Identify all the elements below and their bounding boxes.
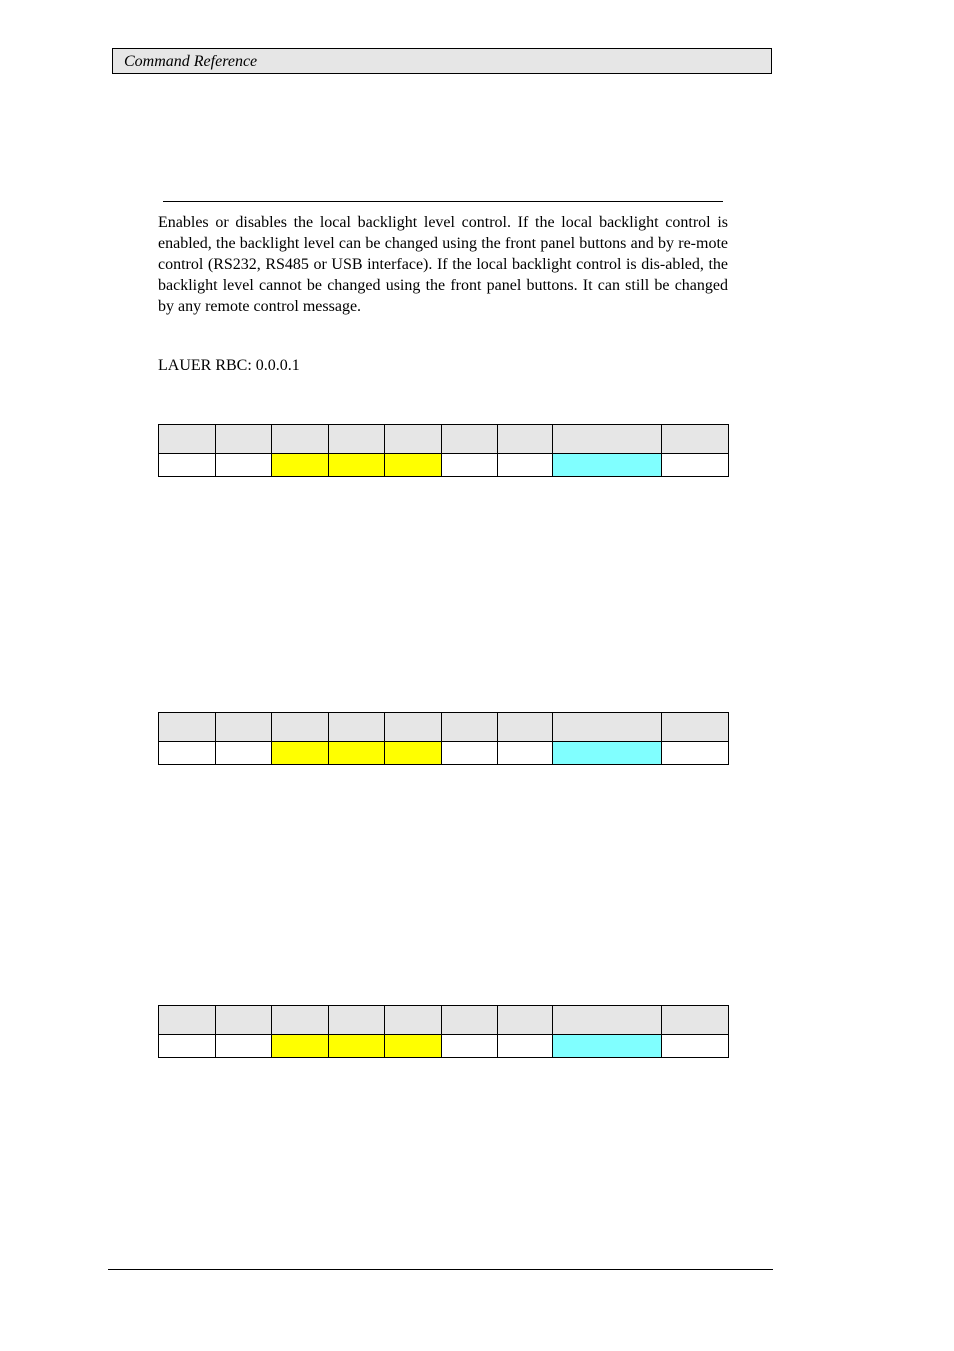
table-cell xyxy=(329,425,385,454)
table-cell xyxy=(553,425,662,454)
table-cell xyxy=(216,1035,272,1058)
table-cell xyxy=(272,1006,329,1035)
table-cell-checksum xyxy=(553,454,662,477)
table-header-row xyxy=(159,425,729,454)
table-cell-highlight xyxy=(329,1035,385,1058)
table-cell xyxy=(216,713,272,742)
table-row xyxy=(159,742,729,765)
table-cell xyxy=(442,713,498,742)
header-title: Command Reference xyxy=(124,53,258,70)
table-cell-highlight xyxy=(329,454,385,477)
table-cell-highlight xyxy=(272,1035,329,1058)
table-cell-highlight xyxy=(272,454,329,477)
footer-divider xyxy=(108,1269,773,1270)
table-cell xyxy=(385,425,442,454)
table-header-row xyxy=(159,713,729,742)
table-cell xyxy=(498,742,553,765)
table-cell xyxy=(662,1006,729,1035)
table-cell xyxy=(216,425,272,454)
table-cell-checksum xyxy=(553,1035,662,1058)
table-cell xyxy=(442,1006,498,1035)
table-cell xyxy=(498,1035,553,1058)
command-table-2 xyxy=(158,712,729,765)
table-cell xyxy=(498,713,553,742)
table-cell xyxy=(498,425,553,454)
section-description: Enables or disables the local backlight level control. If the local backlight control is enabled, the backlight level can be changed using the front panel buttons and by re-mote control (RS232, RS485 or USB interface). If the local backlight control is dis-abled, the backlight level cannot be changed using the front panel buttons. It can still be changed by any remote control message. xyxy=(158,214,728,315)
table-cell xyxy=(442,742,498,765)
table-cell-highlight xyxy=(385,454,442,477)
table-cell xyxy=(159,713,216,742)
table-cell-highlight xyxy=(385,742,442,765)
page-header xyxy=(112,48,772,74)
table-cell xyxy=(385,713,442,742)
table-cell xyxy=(385,1006,442,1035)
rbc-address: LAUER RBC: 0.0.0.1 xyxy=(158,357,300,374)
table-cell xyxy=(159,1006,216,1035)
table-cell xyxy=(216,454,272,477)
table-cell xyxy=(662,742,729,765)
table-cell-checksum xyxy=(553,742,662,765)
table-header-row xyxy=(159,1006,729,1035)
table-cell xyxy=(216,742,272,765)
table-cell xyxy=(272,713,329,742)
table-row xyxy=(159,454,729,477)
table-cell-highlight xyxy=(272,742,329,765)
table-cell xyxy=(216,1006,272,1035)
table-cell xyxy=(662,1035,729,1058)
table-cell xyxy=(272,425,329,454)
table-cell xyxy=(662,713,729,742)
table-cell xyxy=(329,713,385,742)
section-divider xyxy=(163,201,723,202)
table-cell xyxy=(159,454,216,477)
table-cell xyxy=(662,425,729,454)
table-cell xyxy=(442,454,498,477)
table-cell xyxy=(498,454,553,477)
table-cell xyxy=(662,454,729,477)
table-cell xyxy=(329,1006,385,1035)
table-cell xyxy=(159,742,216,765)
table-row xyxy=(159,1035,729,1058)
table-cell-highlight xyxy=(385,1035,442,1058)
table-cell xyxy=(442,1035,498,1058)
table-cell xyxy=(159,1035,216,1058)
table-cell xyxy=(159,425,216,454)
command-table-1 xyxy=(158,424,729,477)
table-cell xyxy=(553,1006,662,1035)
command-table-3 xyxy=(158,1005,729,1058)
table-cell xyxy=(498,1006,553,1035)
table-cell-highlight xyxy=(329,742,385,765)
table-cell xyxy=(553,713,662,742)
table-cell xyxy=(442,425,498,454)
